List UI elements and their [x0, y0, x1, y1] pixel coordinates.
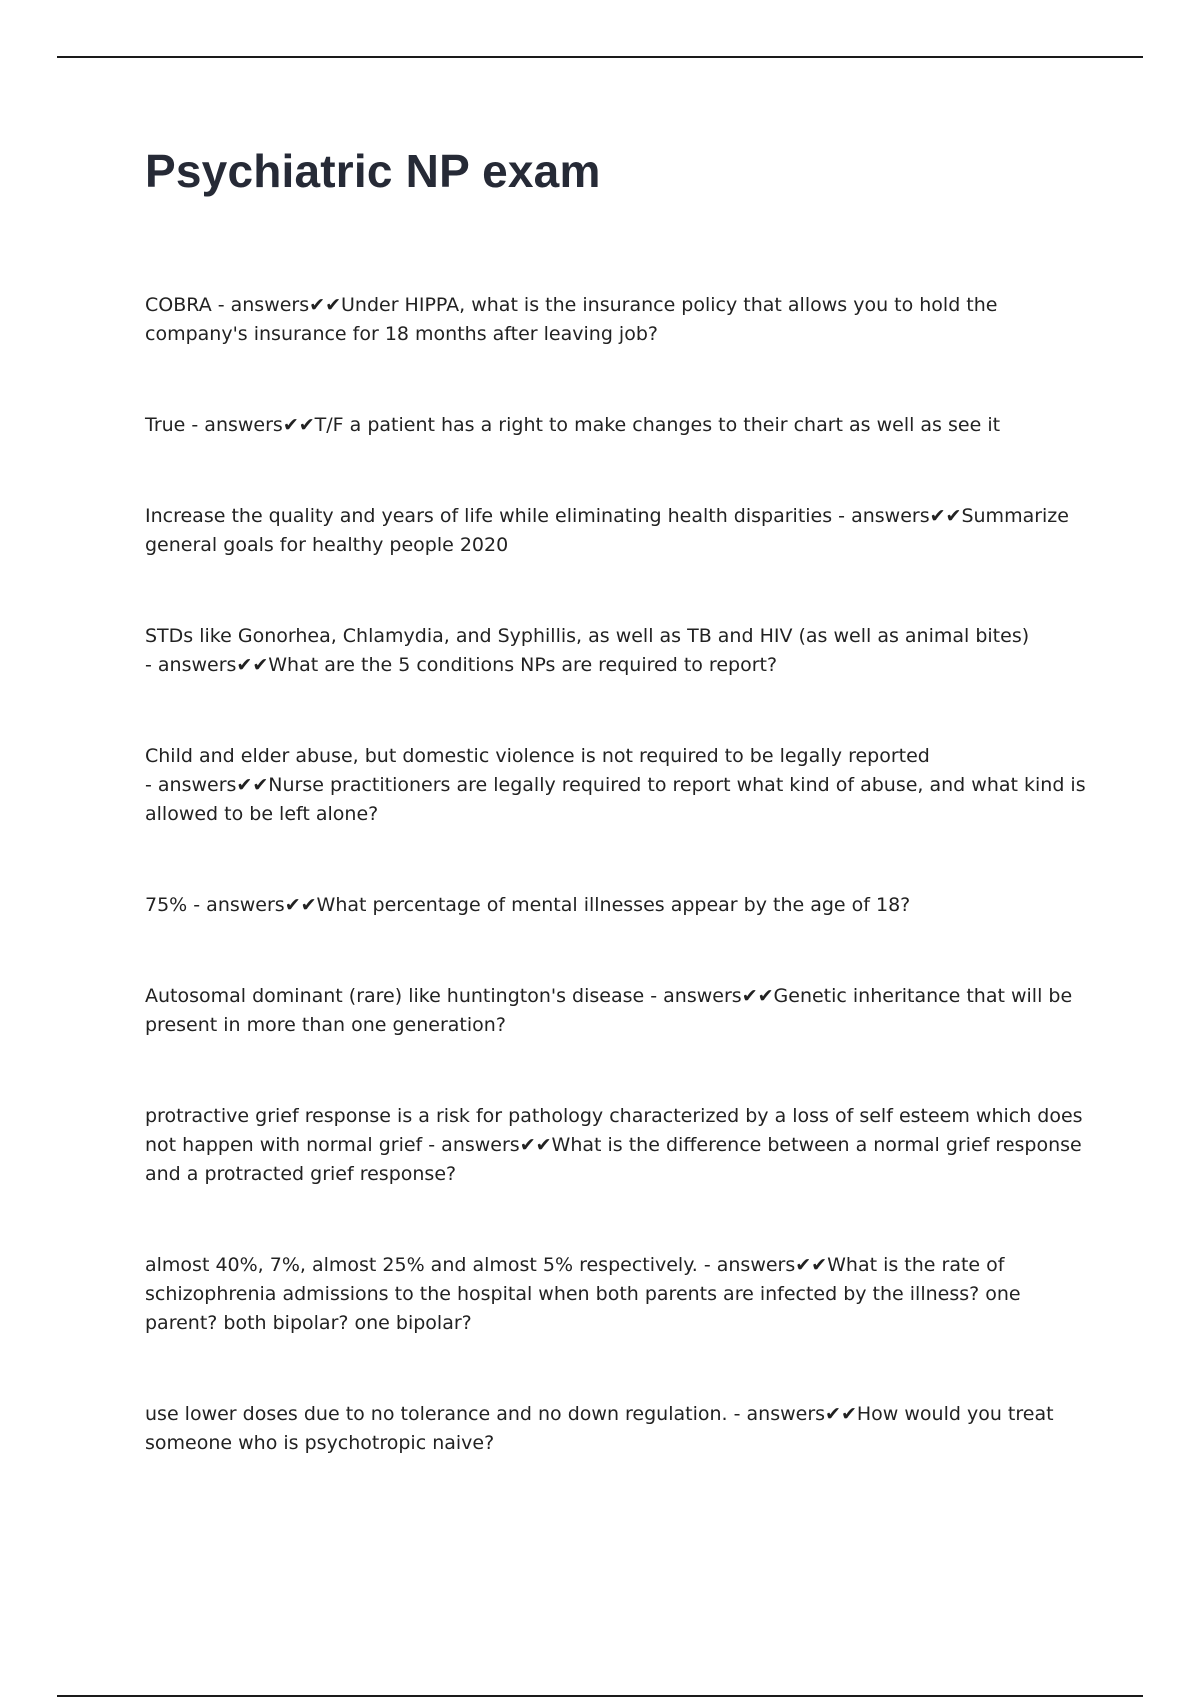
answer-text: protractive grief response is a risk for pathology characterized by a loss of self esteem which does not happen with normal grief [145, 1105, 1083, 1156]
qa-item [145, 982, 1095, 1040]
question-text: Summarize general goals for healthy people 2020 [145, 505, 1069, 556]
qa-list [145, 291, 1095, 1520]
answers-separator: - answers [422, 1134, 520, 1156]
qa-item [145, 742, 1095, 829]
bottom-rule [57, 1695, 1143, 1697]
qa-item [145, 1251, 1095, 1338]
qa-item [145, 1102, 1095, 1189]
qa-item [145, 1400, 1095, 1458]
answers-separator: - answers [211, 294, 310, 316]
question-text: What are the 5 conditions NPs are required to report? [268, 654, 778, 676]
answers-separator: - answers [832, 505, 930, 527]
question-text: How would you treat someone who is psychotropic naive? [145, 1403, 1054, 1454]
answer-text: STDs like Gonorhea, Chlamydia, and Syphillis, as well as TB and HIV (as well as animal bites) [145, 625, 1030, 647]
answers-separator: - answers [644, 985, 742, 1007]
answer-text: Child and elder abuse, but domestic violence is not required to be legally reported [145, 745, 930, 767]
answer-text: almost 40%, 7%, almost 25% and almost 5% respectively. [145, 1254, 698, 1276]
question-text: Genetic inheritance that will be present in more than one generation? [145, 985, 1073, 1036]
qa-item [145, 502, 1095, 560]
qa-item [145, 622, 1095, 680]
answer-text: 75% [145, 894, 188, 916]
answers-separator: - answers [145, 774, 237, 796]
check-icon: ✔✔ [236, 654, 269, 676]
answers-separator: - answers [727, 1403, 826, 1425]
answers-separator: - answers [187, 894, 285, 916]
question-text: T/F a patient has a right to make changes to their chart as well as see it [314, 414, 1001, 436]
qa-item [145, 891, 1095, 920]
qa-item [145, 411, 1095, 440]
check-icon: ✔✔ [519, 1134, 552, 1156]
page-title: Psychiatric NP exam [145, 145, 601, 197]
answer-text: True [145, 414, 186, 436]
question-text: What is the difference between a normal grief response and a protracted grief response? [145, 1134, 1082, 1185]
qa-item [145, 291, 1095, 349]
answers-separator: - answers [697, 1254, 796, 1276]
answers-separator: - answers [145, 654, 237, 676]
check-icon: ✔✔ [236, 774, 269, 796]
question-text: What is the rate of schizophrenia admissions to the hospital when both parents are infected by the illness? one parent? both bipolar? one bipolar? [145, 1254, 1021, 1334]
answers-separator: - answers [185, 414, 283, 436]
check-icon: ✔✔ [825, 1403, 857, 1425]
question-text: Under HIPPA, what is the insurance policy that allows you to hold the company's insurance for 18 months after leaving job? [145, 294, 998, 345]
answer-text: Increase the quality and years of life while eliminating health disparities [145, 505, 833, 527]
answer-text: use lower doses due to no tolerance and no down regulation. [145, 1403, 728, 1425]
question-text: Nurse practitioners are legally required to report what kind of abuse, and what kind is allowed to be left alone? [145, 774, 1086, 825]
question-text: What percentage of mental illnesses appear by the age of 18? [316, 894, 911, 916]
check-icon: ✔✔ [795, 1254, 828, 1276]
answer-text: COBRA [145, 294, 212, 316]
top-rule [57, 56, 1143, 58]
check-icon: ✔✔ [309, 294, 341, 316]
check-icon: ✔✔ [284, 894, 317, 916]
check-icon: ✔✔ [741, 985, 774, 1007]
answer-text: Autosomal dominant (rare) like huntington's disease [145, 985, 645, 1007]
check-icon: ✔✔ [929, 505, 962, 527]
check-icon: ✔✔ [282, 414, 315, 436]
